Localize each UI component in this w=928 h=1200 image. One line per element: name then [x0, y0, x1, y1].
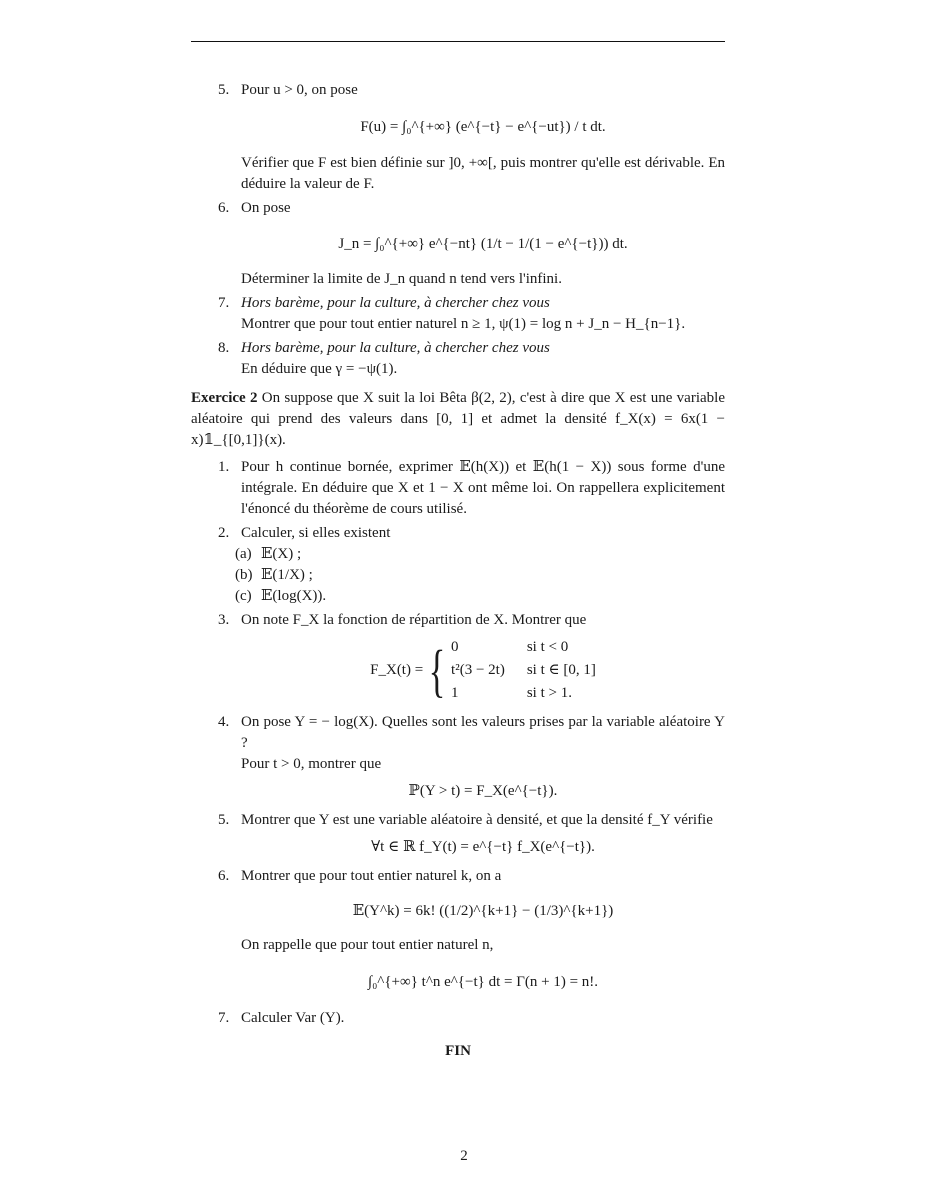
ex2-item-6: [191, 866, 725, 1004]
subitem-b: [235, 565, 725, 586]
document-page: [191, 80, 725, 1062]
equation-PY: ℙ(Y > t) = F_X(e^{−t}).: [408, 783, 558, 799]
ex2-item-3: [191, 610, 725, 704]
item-number: 5.: [218, 82, 230, 98]
item-number: 8.: [218, 340, 230, 356]
item-lead: Hors barème, pour la culture, à chercher chez vous: [241, 295, 550, 311]
equation-Jn: J_n = ∫₀^{+∞} e^{−nt} (1/t − 1/(1 − e^{−t})) dt.: [338, 235, 628, 252]
ex2-item-1: [191, 457, 725, 520]
subitem-text: 𝔼(X) ;: [261, 546, 302, 562]
ex2-item-2: [191, 523, 725, 607]
exercise-2-intro: [191, 388, 725, 451]
item-lead: Pour u > 0, on pose: [241, 82, 358, 98]
equation-FX: [241, 637, 725, 704]
item-text: On note F_X la fonction de répartition de X. Montrer que: [241, 612, 587, 628]
subitem-text: 𝔼(1/X) ;: [261, 567, 313, 583]
item-number: 7.: [218, 1010, 230, 1026]
item-number: 1.: [218, 459, 230, 475]
item-number: 5.: [218, 812, 230, 828]
equation-gamma: ∫₀^{+∞} t^n e^{−t} dt = Γ(n + 1) = n!.: [367, 973, 599, 990]
item-number: 6.: [218, 868, 230, 884]
equation-fY: ∀t ∈ ℝ f_Y(t) = e^{−t} f_X(e^{−t}).: [371, 839, 595, 855]
ex2-item-7: [191, 1008, 725, 1029]
ex1-item-7: [191, 293, 725, 335]
end-marker: FIN: [445, 1043, 471, 1059]
case-value: 1: [451, 685, 459, 701]
item-text: Déterminer la limite de J_n quand n tend vers l'infini.: [241, 271, 562, 287]
subitem-c: [235, 586, 725, 607]
item-number: 7.: [218, 295, 230, 311]
item-text: En déduire que γ = −ψ(1).: [241, 361, 398, 377]
item-number: 2.: [218, 525, 230, 541]
ex1-item-8: [191, 338, 725, 380]
header-rule: [191, 41, 725, 42]
subitem-a: [235, 544, 725, 565]
item-text: On pose Y = − log(X). Quelles sont les valeurs prises par la variable aléatoire Y ?: [241, 714, 725, 751]
page-number: 2: [460, 1148, 468, 1164]
item-text: Pour h continue bornée, exprimer 𝔼(h(X)) et 𝔼(h(1 − X)) sous forme d'une intégrale. En déduire que X et 1 − X ont même loi. On rappellera explicitement l'énoncé du théorème de cours utilisé.: [241, 459, 725, 517]
item-lead: On pose: [241, 200, 291, 216]
ex2-item-4: [191, 712, 725, 802]
case-condition: si t < 0: [526, 639, 569, 655]
equation-EYk: 𝔼(Y^k) = 6k! ((1/2)^{k+1} − (1/3)^{k+1}): [352, 902, 614, 919]
item-text-2: Pour t > 0, montrer que: [241, 756, 382, 772]
item-lead: Hors barème, pour la culture, à chercher chez vous: [241, 340, 550, 356]
item-text-2: On rappelle que pour tout entier naturel n,: [241, 937, 494, 953]
case-condition: si t > 1.: [526, 685, 572, 701]
equation-lhs: F_X(t) =: [370, 662, 424, 678]
ex1-item-5: [191, 80, 725, 195]
ex2-item-5: [191, 810, 725, 858]
brace-symbol: {: [428, 637, 446, 703]
item-text: Montrer que Y est une variable aléatoire à densité, et que la densité f_Y vérifie: [241, 812, 713, 828]
subitem-label: (a): [235, 546, 252, 562]
exercise-2-text: On suppose que X suit la loi Bêta β(2, 2), c'est à dire que X est une variable aléatoire qui prend des valeurs dans [0, 1] et admet la densité f_X(x) = 6x(1 − x)𝟙_{[0,1]}(x).: [191, 390, 725, 448]
subitem-label: (b): [235, 567, 253, 583]
equation-F: F(u) = ∫₀^{+∞} (e^{−t} − e^{−ut}) / t dt.: [360, 118, 606, 135]
item-text: Montrer que pour tout entier naturel k, on a: [241, 868, 502, 884]
subitem-text: 𝔼(log(X)).: [261, 588, 327, 604]
item-number: 3.: [218, 612, 230, 628]
item-number: 6.: [218, 200, 230, 216]
case-value: t²(3 − 2t): [451, 662, 505, 678]
item-text: Vérifier que F est bien définie sur ]0, +∞[, puis montrer qu'elle est dérivable. En déduire la valeur de F.: [241, 155, 725, 192]
item-number: 4.: [218, 714, 230, 730]
ex1-item-6: [191, 198, 725, 290]
cases-block: [451, 637, 596, 704]
subitem-label: (c): [235, 588, 252, 604]
item-text: Calculer, si elles existent: [241, 525, 391, 541]
case-condition: si t ∈ [0, 1]: [526, 662, 596, 678]
item-text: Calculer Var (Y).: [241, 1010, 345, 1026]
exercise-2-title: Exercice 2: [191, 390, 258, 406]
item-text: Montrer que pour tout entier naturel n ≥ 1, ψ(1) = log n + J_n − H_{n−1}.: [241, 316, 686, 332]
case-value: 0: [451, 639, 459, 655]
